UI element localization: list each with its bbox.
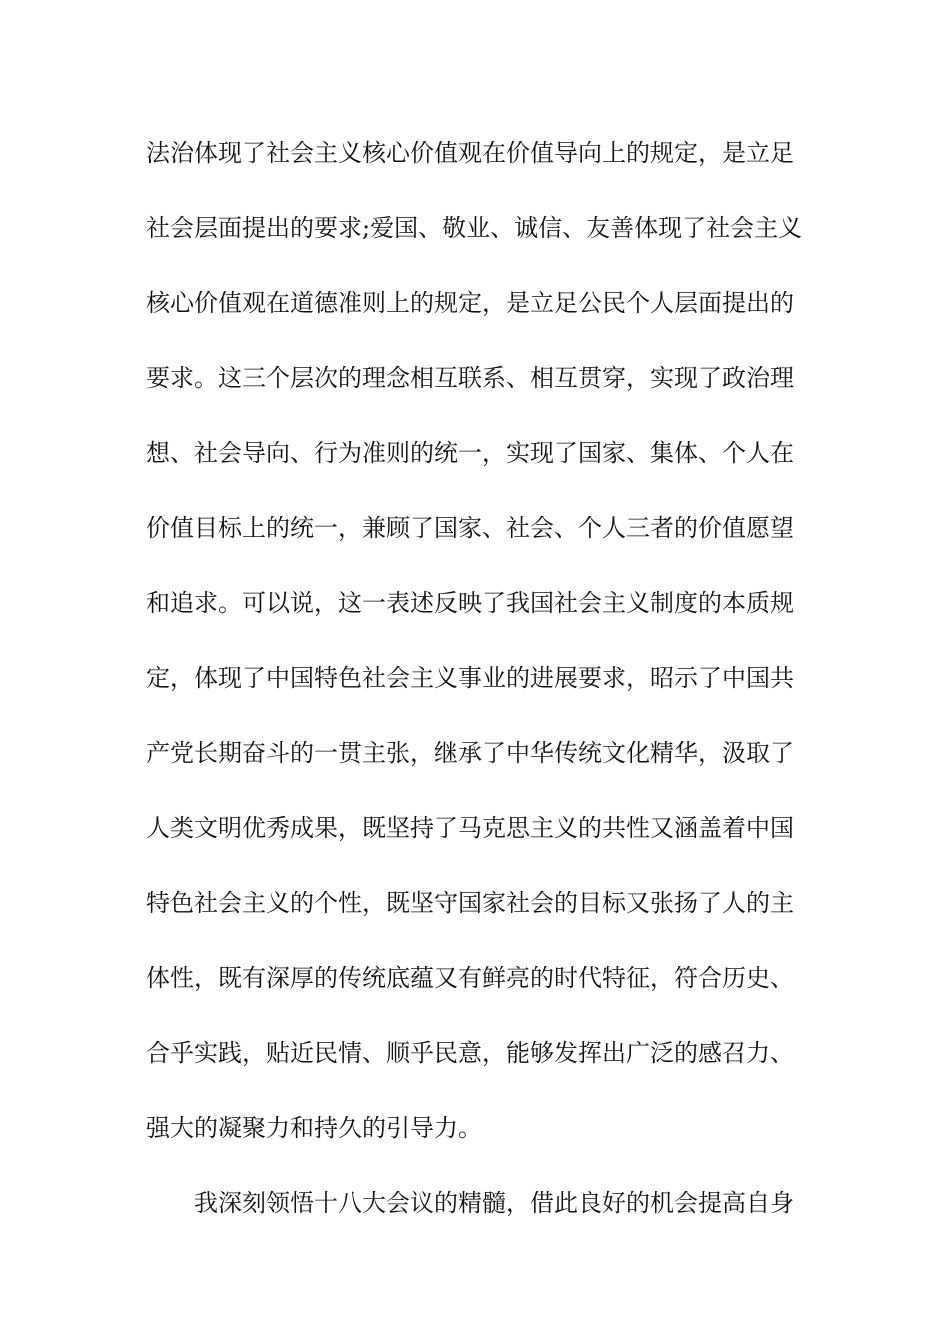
paragraph-1-line-2: 社会层面提出的要求;爱国、敬业、诚信、友善体现了社会主义 xyxy=(146,214,803,242)
paragraph-1-line-10: 人类文明优秀成果，既坚持了马克思主义的共性又涵盖着中国 xyxy=(146,814,794,842)
paragraph-1-line-5: 想、社会导向、行为准则的统一，实现了国家、集体、个人在 xyxy=(146,439,794,467)
paragraph-2-line-1: 我深刻领悟十八大会议的精髓，借此良好的机会提高自身 xyxy=(194,1189,794,1217)
paragraph-1-line-8: 定，体现了中国特色社会主义事业的进展要求，昭示了中国共 xyxy=(146,664,794,692)
paragraph-1-line-4: 要求。这三个层次的理念相互联系、相互贯穿，实现了政治理 xyxy=(146,364,794,392)
document-body xyxy=(146,128,806,1253)
paragraph-1-line-14: 强大的凝聚力和持久的引导力。 xyxy=(146,1114,482,1142)
paragraph-1-line-3: 核心价值观在道德准则上的规定，是立足公民个人层面提出的 xyxy=(146,289,794,317)
paragraph-1-line-9: 产党长期奋斗的一贯主张，继承了中华传统文化精华，汲取了 xyxy=(146,739,794,767)
paragraph-1-line-7: 和追求。可以说，这一表述反映了我国社会主义制度的本质规 xyxy=(146,589,794,617)
paragraph-1-line-11: 特色社会主义的个性，既坚守国家社会的目标又张扬了人的主 xyxy=(146,889,794,917)
paragraph-1-line-6: 价值目标上的统一，兼顾了国家、社会、个人三者的价值愿望 xyxy=(146,514,794,542)
paragraph-1-line-12: 体性，既有深厚的传统底蕴又有鲜亮的时代特征，符合历史、 xyxy=(146,964,794,992)
paragraph-1-line-13: 合乎实践，贴近民情、顺乎民意，能够发挥出广泛的感召力、 xyxy=(146,1039,794,1067)
paragraph-1-line-1: 法治体现了社会主义核心价值观在价值导向上的规定，是立足 xyxy=(146,139,794,167)
